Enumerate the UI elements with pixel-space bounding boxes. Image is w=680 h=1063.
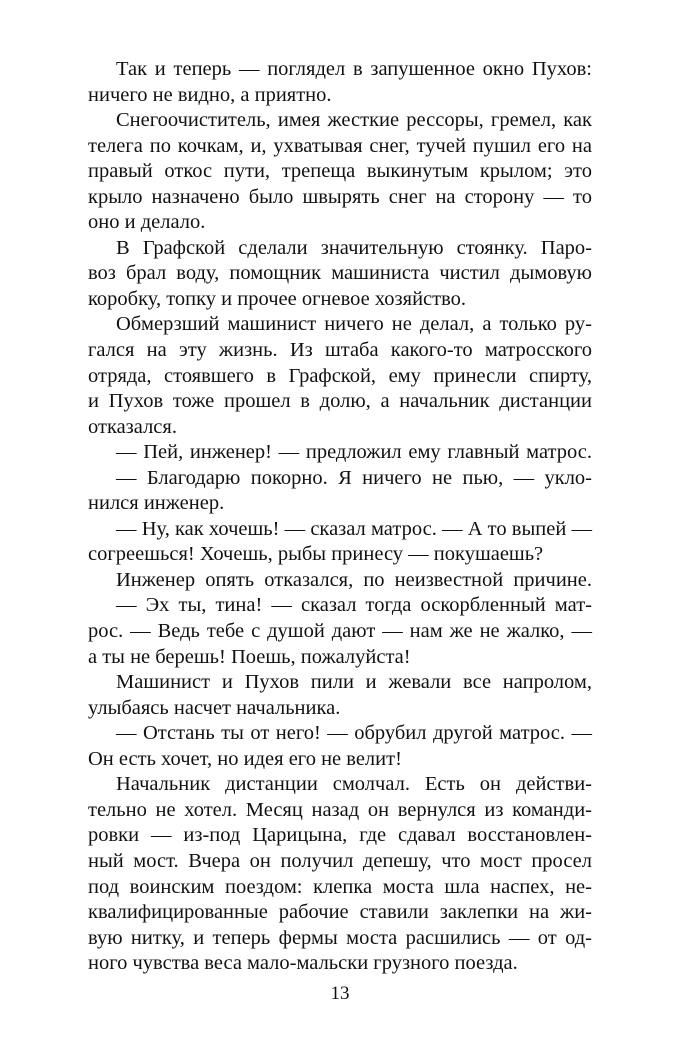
text-line: Снегоочиститель, имея жесткие рессоры, гремел, как <box>116 109 592 132</box>
text-line: — Отстань ты от него! — обрубил другой матрос. — <box>116 722 592 745</box>
text-line: Он есть хочет, но идея его не велит! <box>88 747 402 770</box>
text-line: ный мост. Вчера он получил депешу, что мост просел <box>88 849 592 872</box>
text-line: — Эх ты, тина! — сказал тогда оскорбленный мат- <box>116 594 592 617</box>
text-line: — Пей, инженер! — предложил ему главный матрос. <box>116 441 592 464</box>
text-line: и Пухов тоже прошел в долю, а начальник дистанции <box>88 390 592 413</box>
body-text <box>88 57 592 977</box>
text-line: Начальник дистанции смолчал. Есть он действи- <box>116 773 592 796</box>
text-line: правый откос пути, трепеща выкинутым крылом; это <box>88 160 592 183</box>
text-line: нился инженер. <box>88 492 225 515</box>
text-line: крыло назначено было швырять снег на сторону — то <box>88 185 592 208</box>
text-line: рос. — Ведь тебе с душой дают — нам же не жалко, — <box>88 620 592 643</box>
text-line: ничего не видно, а приятно. <box>88 83 332 106</box>
text-line: вую нитку, и теперь фермы моста расшились — от од- <box>88 926 592 949</box>
text-line: согреешься! Хочешь, рыбы принесу — покушаешь? <box>88 543 544 566</box>
text-line: телега по кочкам, и, ухватывая снег, тучей пушил его на <box>88 134 592 157</box>
page-number: 13 <box>330 983 350 1004</box>
text-line: Инженер опять отказался, по неизвестной причине. <box>116 568 592 591</box>
text-line: Машинист и Пухов пили и жевали все напролом, <box>116 671 592 694</box>
text-line: ного чувства веса мало-мальски грузного поезда. <box>88 952 518 975</box>
text-line: оно и делало. <box>88 211 206 234</box>
text-line: улыбаясь насчет начальника. <box>88 696 341 719</box>
text-line: ровки — из-под Царицына, где сдавал восстановлен- <box>88 824 592 847</box>
text-line: Так и теперь — поглядел в запушенное окно Пухов: <box>116 58 592 80</box>
text-line: под воинским поездом: клепка моста шла наспех, не- <box>88 875 592 898</box>
text-line: гался на эту жизнь. Из штаба какого-то матросского <box>88 339 592 362</box>
text-line: а ты не берешь! Поешь, пожалуйста! <box>88 645 411 668</box>
text-line: квалифицированные рабочие ставили заклепки на жи- <box>88 901 592 924</box>
text-line: В Графской сделали значительную стоянку. Паро- <box>116 236 592 259</box>
text-line: отряда, стоявшего в Графской, ему принесли спирту, <box>88 364 592 387</box>
text-line: воз брал воду, помощник машиниста чистил дымовую <box>88 262 592 285</box>
text-line: — Благодарю покорно. Я ничего не пью, — укло- <box>116 466 592 489</box>
text-line: Обмерзший машинист ничего не делал, а только ру- <box>116 313 592 336</box>
text-line: — Ну, как хочешь! — сказал матрос. — А то выпей — <box>116 517 592 540</box>
text-line: коробку, топку и прочее огневое хозяйство. <box>88 287 467 310</box>
text-line: тельно не хотел. Месяц назад он вернулся из команди- <box>88 798 592 821</box>
text-line: отказался. <box>88 415 177 438</box>
